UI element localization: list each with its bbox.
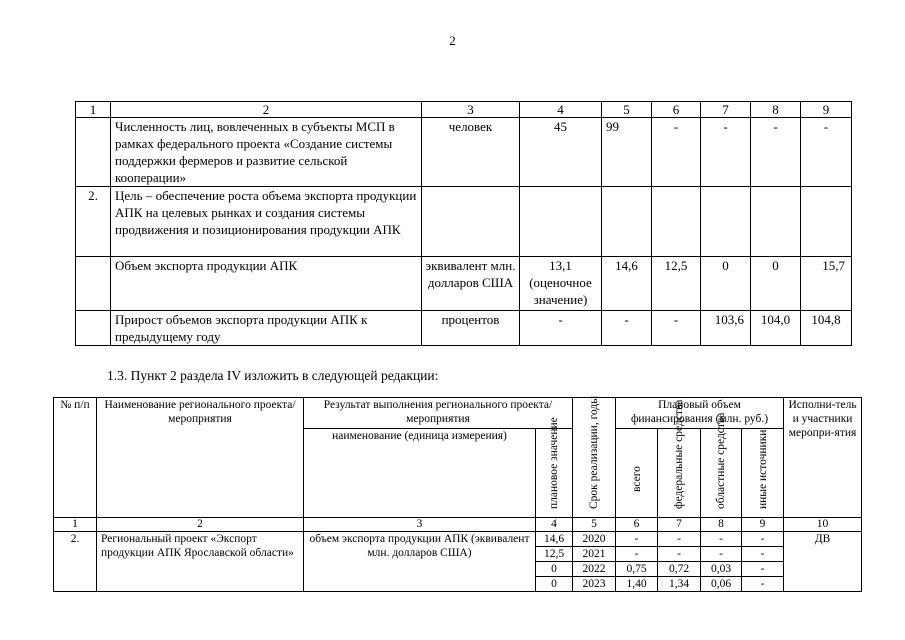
t2-n1: 1	[54, 518, 97, 532]
t2-n3: 3	[304, 518, 536, 532]
row-number: 2.	[76, 187, 111, 257]
col-deadline-header: Срок реализации, годы	[573, 398, 616, 518]
year: 2021	[573, 547, 616, 562]
federal: 1,34	[658, 577, 701, 592]
col-federal-header: федеральные средства	[658, 429, 701, 518]
t2-n6: 6	[616, 518, 658, 532]
executor: ДВ	[784, 532, 862, 592]
measures-table	[53, 397, 862, 592]
t2-n8: 8	[701, 518, 742, 532]
regional: -	[701, 532, 742, 547]
indicator-name: Объем экспорта продукции АПК	[111, 257, 422, 311]
unit: человек	[422, 118, 520, 187]
col-num-header: № п/п	[54, 398, 97, 518]
regional: 0,03	[701, 562, 742, 577]
planned-value: 12,5	[536, 547, 573, 562]
row-number	[76, 311, 111, 346]
col8-value	[751, 187, 801, 257]
other: -	[742, 532, 784, 547]
federal: -	[658, 547, 701, 562]
planned-value: 0	[536, 577, 573, 592]
table-row	[76, 118, 852, 187]
regional: -	[701, 547, 742, 562]
planned-value: 0	[536, 562, 573, 577]
col5-value: 99	[602, 118, 652, 187]
t1-h2: 2	[111, 102, 422, 118]
t2-n10: 10	[784, 518, 862, 532]
t1-h5: 5	[602, 102, 652, 118]
table1-header-row	[76, 102, 852, 118]
t2-n9: 9	[742, 518, 784, 532]
planned-value: 14,6	[536, 532, 573, 547]
col4-value: -	[520, 311, 602, 346]
table-row	[76, 187, 852, 257]
col9-value	[801, 187, 852, 257]
row-number	[76, 257, 111, 311]
col-executors-header: Исполни-тель и участники меропри-ятия	[784, 398, 862, 518]
page-number: 2	[449, 33, 456, 48]
year: 2022	[573, 562, 616, 577]
col8-value: 0	[751, 257, 801, 311]
col5-value: 14,6	[602, 257, 652, 311]
col-result-name-header: наименование (единица измерения)	[304, 429, 536, 518]
col8-value: -	[751, 118, 801, 187]
t1-h8: 8	[751, 102, 801, 118]
year: 2023	[573, 577, 616, 592]
col6-value: -	[652, 311, 701, 346]
t1-h1: 1	[76, 102, 111, 118]
total: -	[616, 547, 658, 562]
table2-header-row	[54, 398, 862, 429]
indicators-table	[75, 101, 852, 346]
col-total-header: всего	[616, 429, 658, 518]
other: -	[742, 547, 784, 562]
goal-name: Цель – обеспечение роста объема экспорта продукции АПК на целевых рынках и создания системы продвижения и позиционирования продукции АПК	[111, 187, 422, 257]
col8-value: 104,0	[751, 311, 801, 346]
year: 2020	[573, 532, 616, 547]
col4-value: 13,1 (оценочное значение)	[520, 257, 602, 311]
total: 1,40	[616, 577, 658, 592]
col-result-header: Результат выполнения регионального проекта/ мероприятия	[304, 398, 573, 429]
project-number: 2.	[54, 532, 97, 592]
col-planned-value-header: плановое значение	[536, 429, 573, 518]
col7-value: 0	[701, 257, 751, 311]
total: -	[616, 532, 658, 547]
row-number	[76, 118, 111, 187]
unit: эквивалент млн. долларов США	[422, 257, 520, 311]
col7-value: -	[701, 118, 751, 187]
table-row	[76, 257, 852, 311]
col-regional-header: областные средства	[701, 429, 742, 518]
project-name: Региональный проект «Экспорт продукции АПК Ярославской области»	[97, 532, 304, 592]
t1-h3: 3	[422, 102, 520, 118]
unit: процентов	[422, 311, 520, 346]
col-financing-header: Плановый объем финансирования (млн. руб.)	[616, 398, 784, 429]
t2-n7: 7	[658, 518, 701, 532]
other: -	[742, 562, 784, 577]
col9-value: -	[801, 118, 852, 187]
federal: 0,72	[658, 562, 701, 577]
federal: -	[658, 532, 701, 547]
col-other-header: иные источники	[742, 429, 784, 518]
t1-h4: 4	[520, 102, 602, 118]
amendment-paragraph: 1.3. Пункт 2 раздела IV изложить в следующей редакции:	[107, 368, 439, 383]
result-name: объем экспорта продукции АПК (эквивалент млн. долларов США)	[304, 532, 536, 592]
table-row	[54, 532, 862, 547]
unit	[422, 187, 520, 257]
col5-value	[602, 187, 652, 257]
t2-n2: 2	[97, 518, 304, 532]
col5-value: -	[602, 311, 652, 346]
t2-n4: 4	[536, 518, 573, 532]
col7-value: 103,6	[701, 311, 751, 346]
col-name-header: Наименование регионального проекта/ мероприятия	[97, 398, 304, 518]
col4-value: 45	[520, 118, 602, 187]
indicator-name: Численность лиц, вовлеченных в субъекты МСП в рамках федерального проекта «Создание системы поддержки фермеров и развитие сельской кооперации»	[111, 118, 422, 187]
indicator-name: Прирост объемов экспорта продукции АПК к предыдущему году	[111, 311, 422, 346]
col6-value	[652, 187, 701, 257]
t2-n5: 5	[573, 518, 616, 532]
col6-value: 12,5	[652, 257, 701, 311]
t1-h6: 6	[652, 102, 701, 118]
t1-h9: 9	[801, 102, 852, 118]
table-row	[76, 311, 852, 346]
other: -	[742, 577, 784, 592]
col9-value: 15,7	[801, 257, 852, 311]
col6-value: -	[652, 118, 701, 187]
col4-value	[520, 187, 602, 257]
table2-number-row	[54, 518, 862, 532]
t1-h7: 7	[701, 102, 751, 118]
regional: 0,06	[701, 577, 742, 592]
total: 0,75	[616, 562, 658, 577]
col7-value	[701, 187, 751, 257]
col9-value: 104,8	[801, 311, 852, 346]
